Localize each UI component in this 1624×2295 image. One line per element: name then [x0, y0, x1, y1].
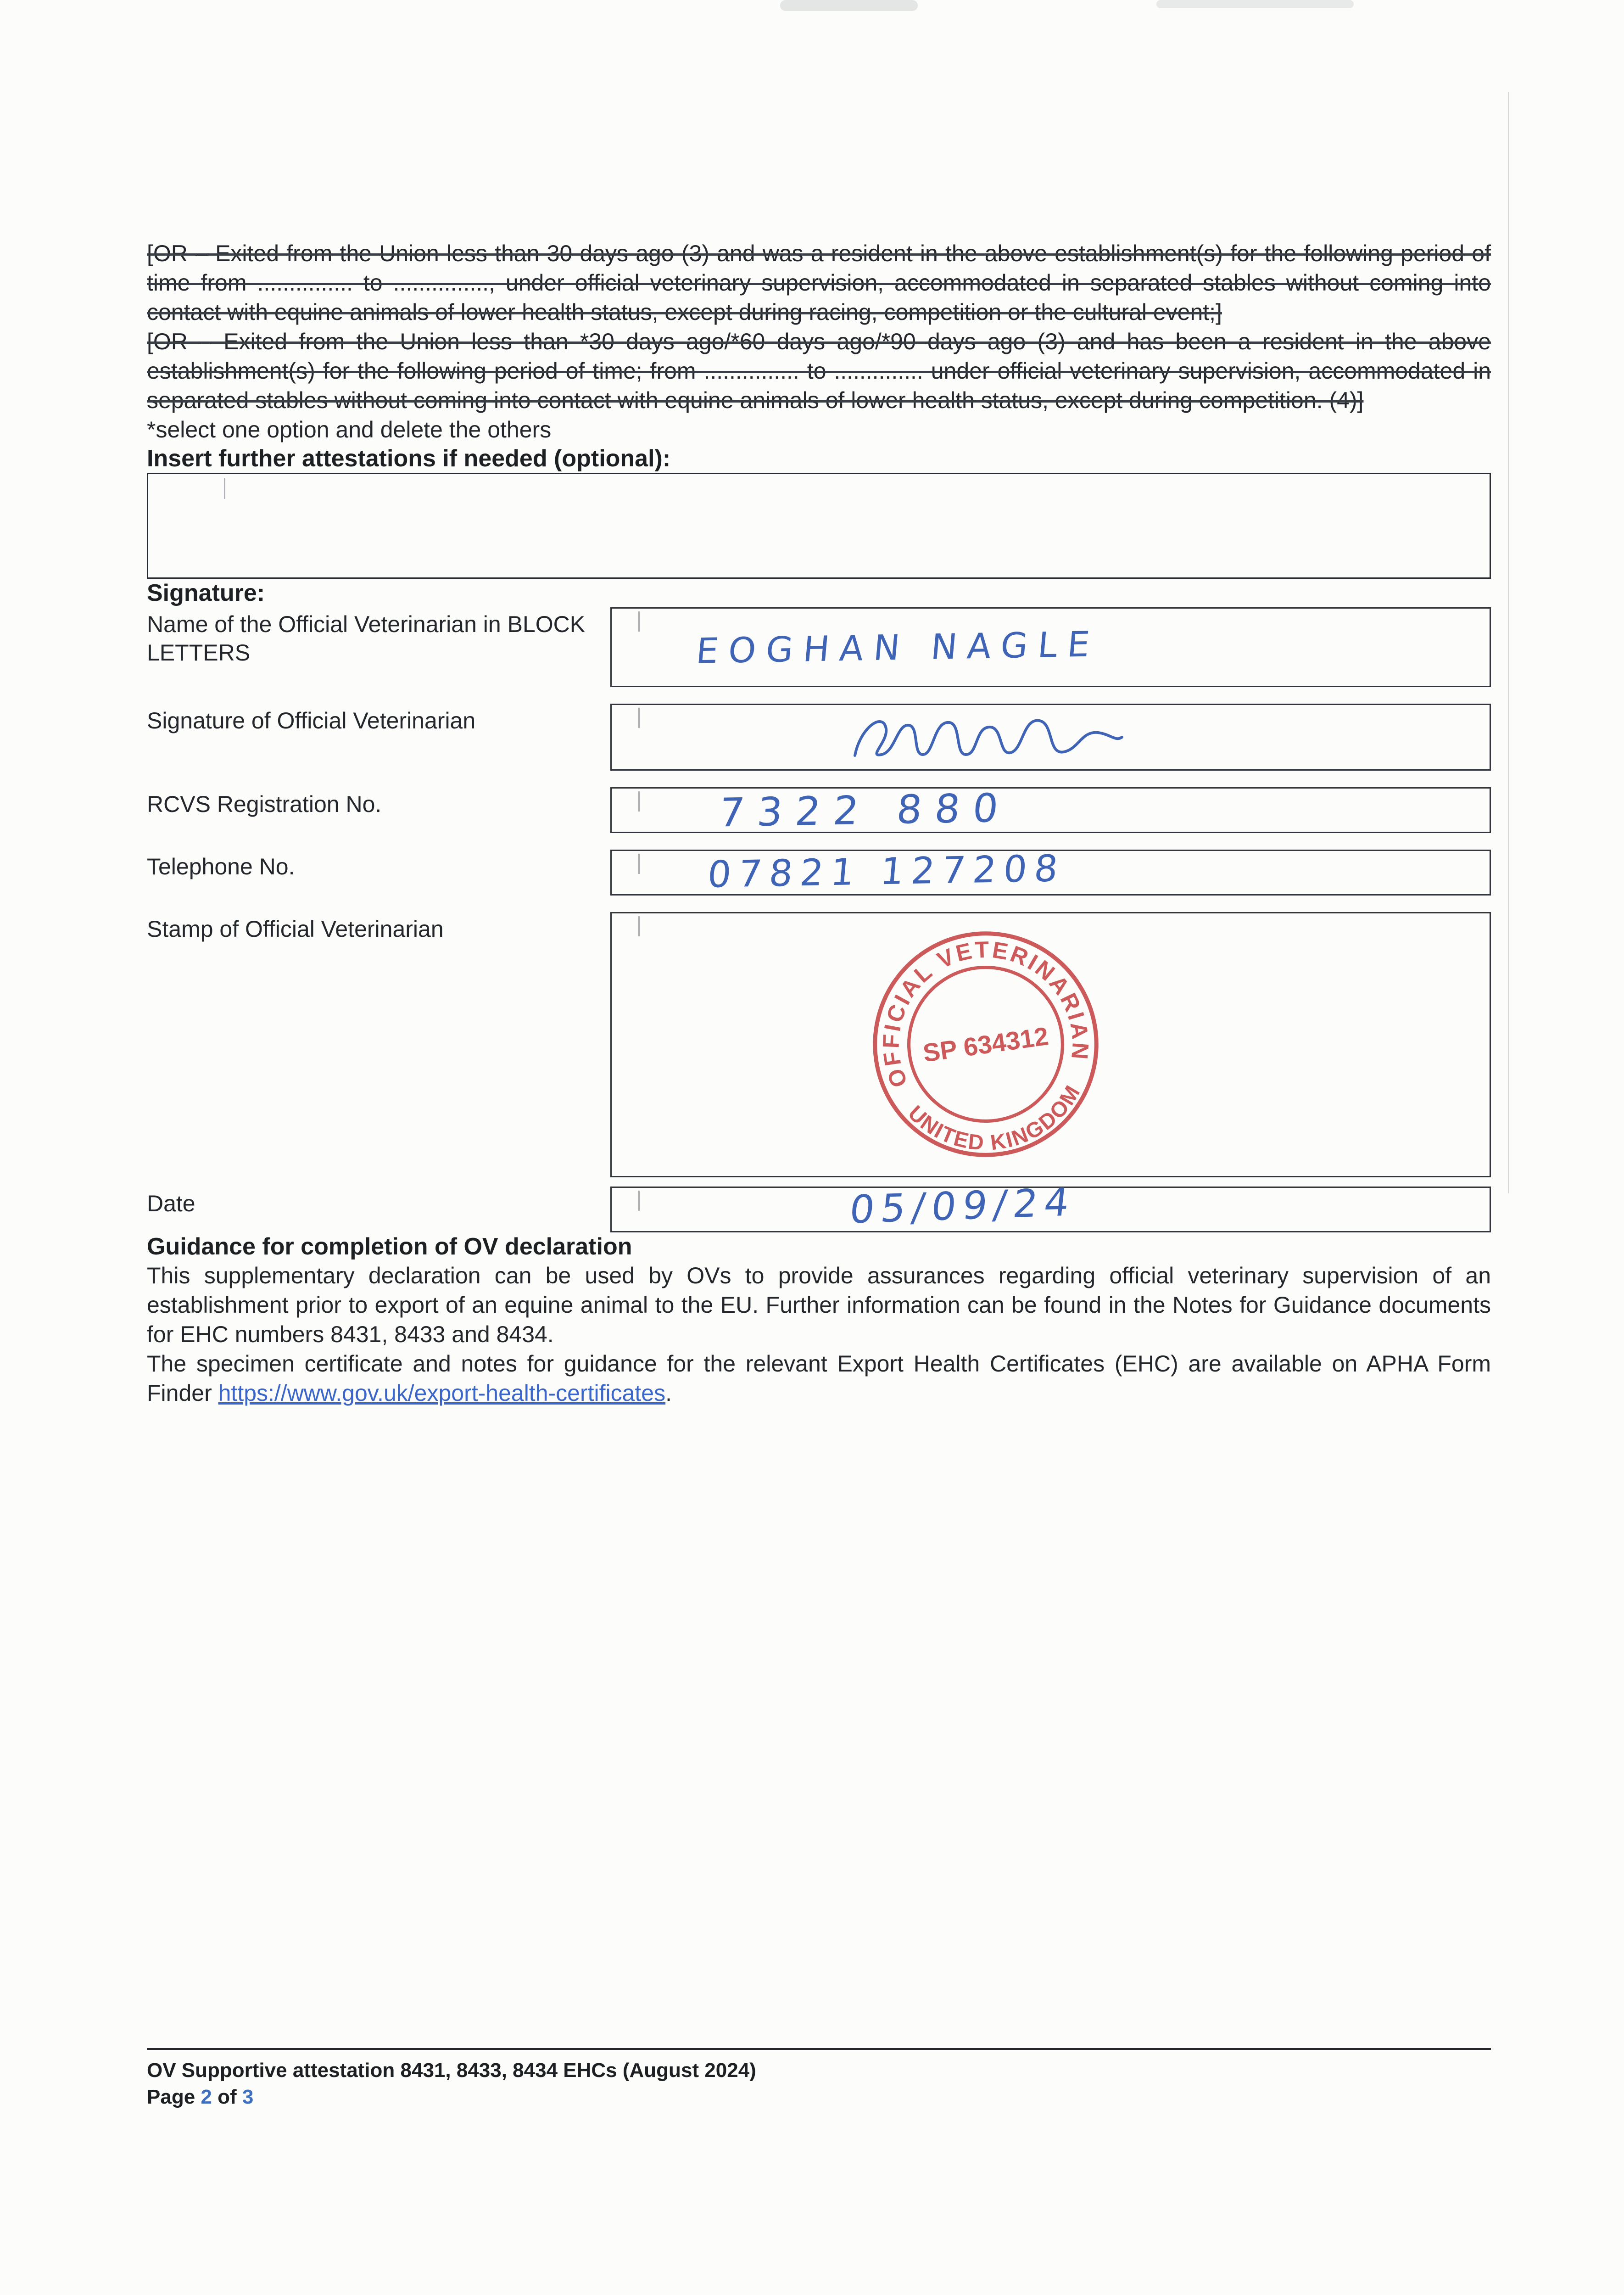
handwritten-rcvs-number: 7322 880	[717, 785, 1013, 836]
svg-text:UNITED KINGDOM	[902, 1078, 1092, 1166]
guidance-paragraph-2-text: The specimen certificate and notes for guidance for the relevant Export Health Certificates (EHC) are available on APHA Form Finder	[147, 1351, 1491, 1406]
scan-smudge	[780, 0, 918, 11]
stamp-top-arc-text: OFFICIAL VETERINARIAN	[877, 936, 1094, 1091]
rcvs-field-box[interactable]	[610, 785, 1491, 836]
form-row-name	[147, 607, 1491, 687]
footer-of-label: of	[218, 2086, 237, 2108]
signature-heading: Signature:	[147, 580, 265, 606]
rcvs-field-label: RCVS Registration No.	[147, 791, 382, 817]
handwritten-telephone-number: 07821 127208	[706, 847, 1067, 896]
guidance-heading: Guidance for completion of OV declaration	[147, 1233, 632, 1260]
stamp-bottom-arc-text: UNITED KINGDOM	[904, 1080, 1085, 1155]
footer-page-label: Page	[147, 2086, 195, 2108]
further-attestations-box[interactable]	[147, 473, 1491, 579]
struck-clause-exited-30-60-90-days: [OR – Exited from the Union less than *30 days ago/*60 days ago/*90 days ago (3) and has been a resident in the above establishment(s) for the following period of time; from ............... to .............. under official veterinary supervision, accommodated in separated stables without coming into contact with equine animals of lower health status, except during competition. (4)]	[147, 329, 1491, 413]
page-footer	[147, 2048, 1491, 2110]
form-row-stamp	[147, 912, 1491, 1177]
signature-field-box[interactable]	[610, 704, 1491, 771]
name-field-box[interactable]	[610, 607, 1491, 687]
guidance-paragraph-2	[147, 1349, 1491, 1408]
form-row-date	[147, 1179, 1491, 1232]
form-row-signature	[147, 704, 1491, 771]
handwritten-name: EOGHAN NAGLE	[694, 623, 1102, 672]
signature-field-label: Signature of Official Veterinarian	[147, 708, 476, 733]
select-option-note: *select one option and delete the others	[147, 417, 552, 442]
svg-text:OFFICIAL VETERINARIAN	[864, 922, 1097, 1092]
telephone-field-label: Telephone No.	[147, 854, 295, 879]
date-field-box[interactable]	[610, 1179, 1491, 1232]
handwritten-signature-scribble	[841, 708, 1135, 767]
stamp-field-box[interactable]	[610, 912, 1491, 1177]
footer-page-total: 3	[242, 2086, 254, 2108]
guidance-paragraph-1: This supplementary declaration can be used by OVs to provide assurances regarding official veterinary supervision of an establishment prior to export of an equine animal to the EU. Further information can be found in the Notes for Guidance documents for EHC numbers 8431, 8433 and 8434.	[147, 1263, 1491, 1347]
footer-document-title: OV Supportive attestation 8431, 8433, 8434 EHCs (August 2024)	[147, 2059, 756, 2082]
stamp-field-label: Stamp of Official Veterinarian	[147, 916, 444, 942]
guidance-paragraph-2-period: .	[665, 1380, 672, 1406]
footer-page-indicator	[147, 2084, 1491, 2110]
telephone-field-box[interactable]	[610, 847, 1491, 896]
export-health-certificates-link[interactable]: https://www.gov.uk/export-health-certificates	[218, 1380, 666, 1406]
date-field-label: Date	[147, 1191, 195, 1216]
stamp-center-text: SP 634312	[921, 1021, 1050, 1068]
scan-smudge	[1156, 0, 1354, 8]
further-attestations-heading: Insert further attestations if needed (optional):	[147, 445, 671, 472]
handwritten-date: 05/09/24	[847, 1179, 1078, 1232]
form-row-rcvs	[147, 785, 1491, 836]
official-veterinarian-stamp	[862, 920, 1110, 1168]
struck-clause-exited-30-days: [OR – Exited from the Union less than 30 days ago (3) and was a resident in the above establishment(s) for the following period of time from ............... to ..............., under official veterinary supervision, accommodated in separated stables without coming into contact with equine animals of lower health status, except during racing, competition or the cultural event;]	[147, 241, 1491, 325]
name-field-label: Name of the Official Veterinarian in BLOCK LETTERS	[147, 611, 586, 666]
footer-page-current: 2	[201, 2086, 212, 2108]
form-row-telephone	[147, 847, 1491, 896]
scan-edge-artifact	[1508, 92, 1509, 1193]
